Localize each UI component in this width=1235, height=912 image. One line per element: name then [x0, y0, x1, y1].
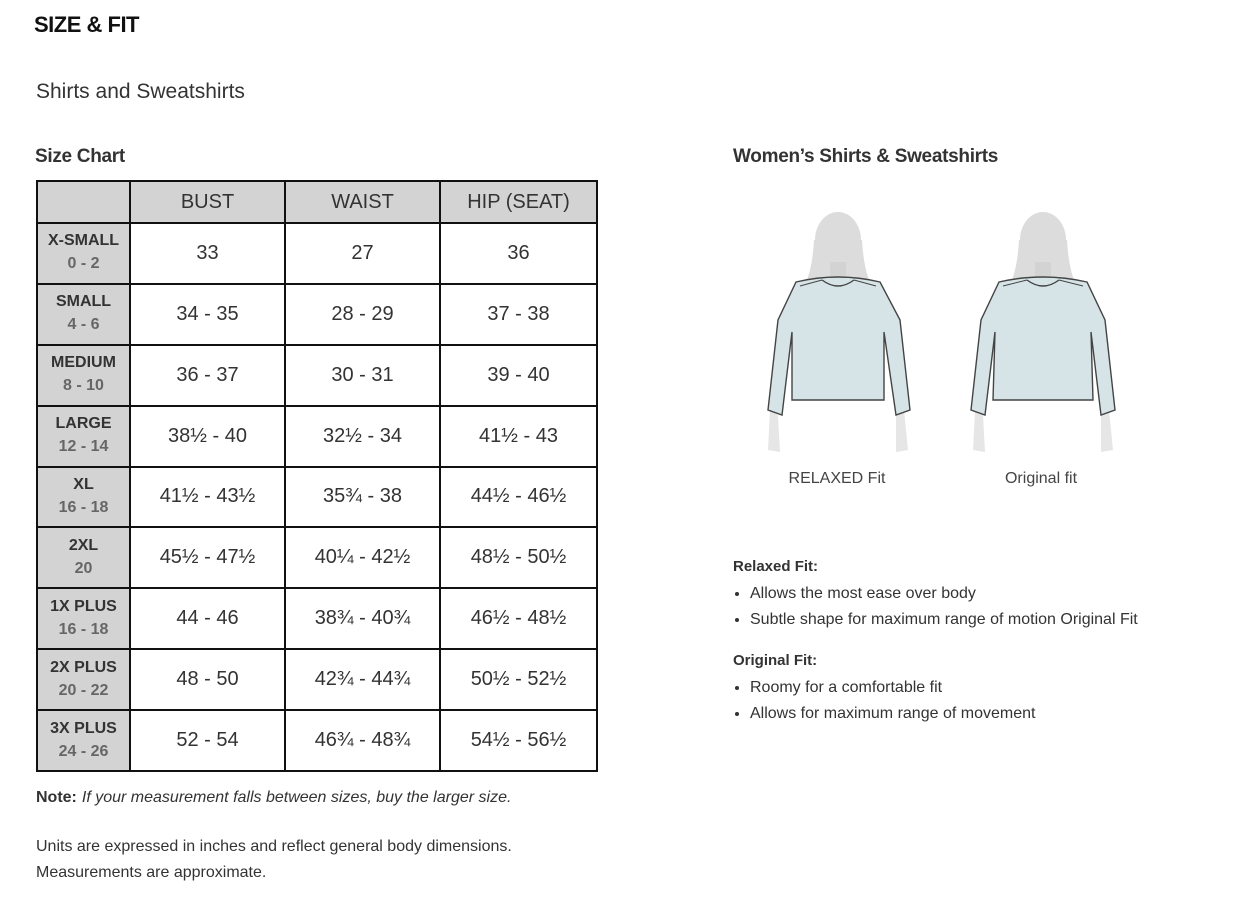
size-label-cell [37, 406, 130, 467]
size-name: MEDIUM [51, 354, 116, 372]
units-disclaimer [36, 834, 512, 886]
table-row [37, 284, 597, 345]
waist-value: 27 [285, 223, 440, 284]
size-label-cell [37, 588, 130, 649]
relaxed-fit-caption: RELAXED Fit [788, 470, 886, 487]
size-numeric: 12 - 14 [58, 438, 109, 456]
size-label-cell [37, 649, 130, 710]
waist-value: 38¾ - 40¾ [285, 588, 440, 649]
table-row [37, 710, 597, 771]
hip-value: 37 - 38 [440, 284, 597, 345]
header-corner [37, 181, 130, 223]
hip-value: 41½ - 43 [440, 406, 597, 467]
size-note [36, 789, 511, 807]
column-header-hip: HIP (SEAT) [440, 181, 597, 223]
bust-value: 33 [130, 223, 285, 284]
size-name: 2X PLUS [50, 658, 117, 676]
size-numeric: 16 - 18 [58, 620, 109, 638]
size-name: LARGE [55, 415, 112, 433]
bust-value: 45½ - 47½ [130, 527, 285, 588]
size-label-cell [37, 345, 130, 406]
hip-value: 54½ - 56½ [440, 710, 597, 771]
bust-value: 48 - 50 [130, 649, 285, 710]
list-item: • Roomy for a comfortable fit [750, 675, 1035, 701]
table-header-row [37, 181, 597, 223]
list-item: • Allows the most ease over body [750, 581, 1138, 607]
list-item: • Subtle shape for maximum range of motion Original Fit [750, 607, 1138, 633]
table-row [37, 467, 597, 528]
column-header-waist: WAIST [285, 181, 440, 223]
note-text: If your measurement falls between sizes, buy the larger size. [81, 789, 512, 806]
size-numeric: 20 - 22 [58, 681, 109, 699]
waist-value: 35¾ - 38 [285, 467, 440, 528]
hip-value: 50½ - 52½ [440, 649, 597, 710]
hip-value: 36 [440, 223, 597, 284]
waist-value: 40¼ - 42½ [285, 527, 440, 588]
bust-value: 52 - 54 [130, 710, 285, 771]
waist-value: 30 - 31 [285, 345, 440, 406]
hip-value: 39 - 40 [440, 345, 597, 406]
relaxed-fit-heading: Relaxed Fit: [733, 558, 819, 575]
size-name: SMALL [55, 293, 112, 311]
column-header-bust: BUST [130, 181, 285, 223]
size-numeric: 0 - 2 [67, 255, 100, 273]
units-line-1: Units are expressed in inches and reflect general body dimensions. [36, 838, 512, 855]
original-fit-shirt-illustration [967, 210, 1117, 458]
hip-value: 44½ - 46½ [440, 467, 597, 528]
original-fit-caption: Original fit [1004, 470, 1078, 487]
original-fit-list [733, 675, 1035, 727]
size-numeric: 20 [74, 559, 93, 577]
relaxed-fit-description [733, 558, 1138, 633]
category-title: Shirts and Sweatshirts [36, 80, 245, 103]
size-label-cell [37, 527, 130, 588]
units-line-2: Measurements are approximate. [36, 864, 267, 881]
hip-value: 48½ - 50½ [440, 527, 597, 588]
size-name: 1X PLUS [50, 597, 117, 615]
waist-value: 42¾ - 44¾ [285, 649, 440, 710]
table-row [37, 527, 597, 588]
size-label-cell [37, 710, 130, 771]
waist-value: 28 - 29 [285, 284, 440, 345]
size-numeric: 16 - 18 [58, 498, 109, 516]
waist-value: 32½ - 34 [285, 406, 440, 467]
relaxed-fit-list [733, 581, 1138, 633]
fit-section-title: Women’s Shirts & Sweatshirts [733, 146, 999, 167]
hip-value: 46½ - 48½ [440, 588, 597, 649]
size-label-cell [37, 467, 130, 528]
original-fit-heading: Original Fit: [733, 652, 818, 669]
waist-value: 46¾ - 48¾ [285, 710, 440, 771]
size-numeric: 4 - 6 [67, 316, 100, 334]
size-name: 3X PLUS [50, 719, 117, 737]
size-name: X-SMALL [47, 232, 120, 250]
bust-value: 41½ - 43½ [130, 467, 285, 528]
table-row [37, 223, 597, 284]
size-numeric: 8 - 10 [63, 377, 104, 395]
table-row [37, 406, 597, 467]
size-numeric: 24 - 26 [58, 742, 109, 760]
size-label-cell [37, 284, 130, 345]
size-name: XL [73, 475, 94, 493]
table-row [37, 649, 597, 710]
size-name: 2XL [68, 536, 99, 554]
bust-value: 44 - 46 [130, 588, 285, 649]
size-chart-title: Size Chart [35, 146, 125, 167]
original-fit-description [733, 652, 1035, 727]
note-label: Note: [36, 789, 77, 806]
relaxed-fit-shirt-illustration [762, 210, 912, 458]
bust-value: 36 - 37 [130, 345, 285, 406]
bust-value: 34 - 35 [130, 284, 285, 345]
size-label-cell [37, 223, 130, 284]
size-chart-table [36, 180, 598, 772]
bust-value: 38½ - 40 [130, 406, 285, 467]
page-heading: SIZE & FIT [34, 12, 139, 37]
table-row [37, 588, 597, 649]
table-row [37, 345, 597, 406]
list-item: • Allows for maximum range of movement [750, 701, 1035, 727]
